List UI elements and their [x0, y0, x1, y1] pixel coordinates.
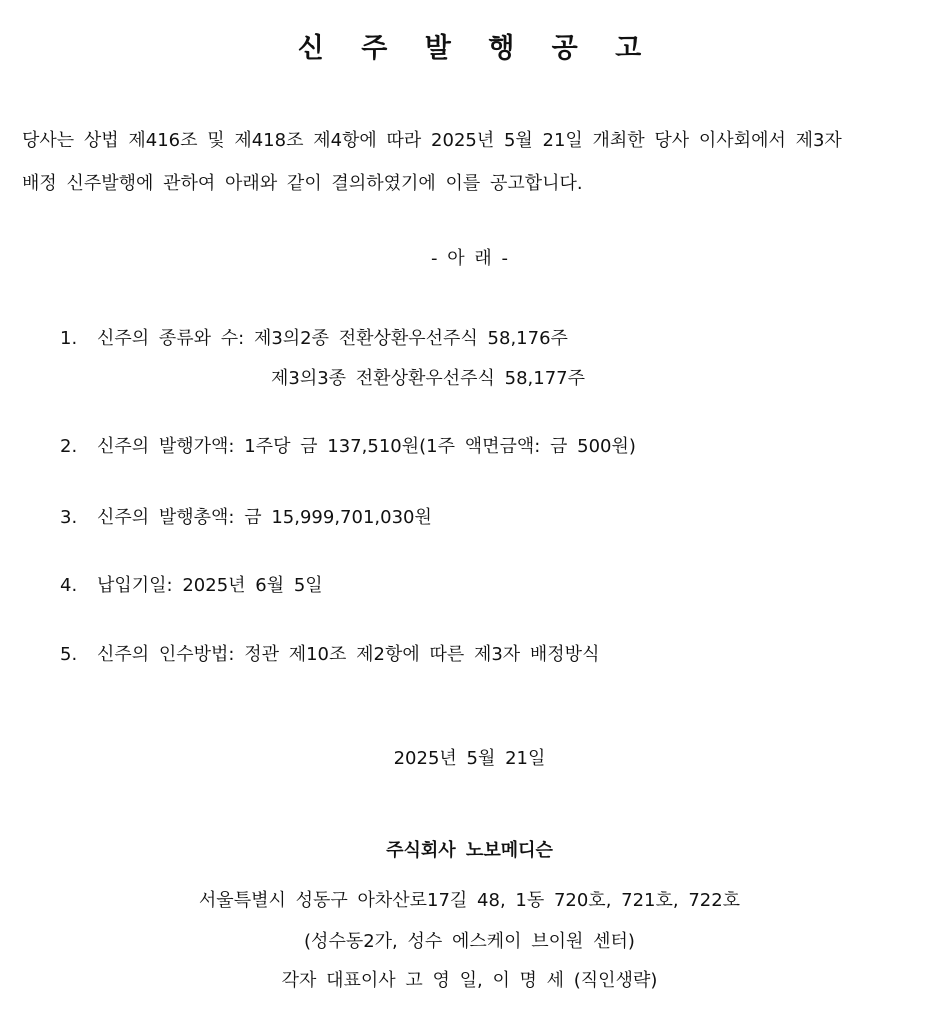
item-text: 신주의 발행가액: 1주당 금 137,510원(1주 액면금액: 금 500원): [97, 436, 636, 457]
item-text: 신주의 종류와 수: 제3의2종 전환상환우선주식 58,176주: [97, 328, 568, 349]
item-number: 3.: [60, 507, 78, 528]
list-item: [60, 640, 599, 666]
item-text: 신주의 발행총액: 금 15,999,701,030원: [97, 507, 432, 528]
notice-date: 2025년 5월 21일: [393, 748, 546, 769]
list-item: [60, 432, 636, 458]
item-continuation: 제3의3종 전환상환우선주식 58,177주: [271, 368, 585, 389]
company-name: 주식회사 노보메디슨: [386, 840, 553, 861]
item-text: 납입기일: 2025년 6월 5일: [97, 575, 323, 596]
intro-line-2: 배정 신주발행에 관하여 아래와 같이 결의하였기에 이를 공고합니다.: [22, 173, 583, 194]
item-text: 신주의 인수방법: 정관 제10조 제2항에 따른 제3자 배정방식: [97, 644, 600, 665]
intro-line-1: 당사는 상법 제416조 및 제418조 제4항에 따라 2025년 5월 21일 개최한 당사 이사회에서 제3자: [22, 130, 842, 151]
section-marker: - 아 래 -: [431, 248, 508, 269]
list-item: [60, 324, 568, 350]
list-item: [60, 571, 323, 597]
item-number: 2.: [60, 436, 78, 457]
list-item: [60, 503, 432, 529]
address-line-1: 서울특별시 성동구 아차산로17길 48, 1동 720호, 721호, 722호: [198, 890, 741, 911]
representatives: 각자 대표이사 고 영 일, 이 명 세 (직인생략): [281, 970, 658, 991]
notice-title: 신 주 발 행 공 고: [297, 33, 656, 64]
item-number: 5.: [60, 644, 78, 665]
item-number: 4.: [60, 575, 78, 596]
address-line-2: (성수동2가, 성수 에스케이 브이원 센터): [304, 931, 635, 952]
item-number: 1.: [60, 328, 78, 349]
